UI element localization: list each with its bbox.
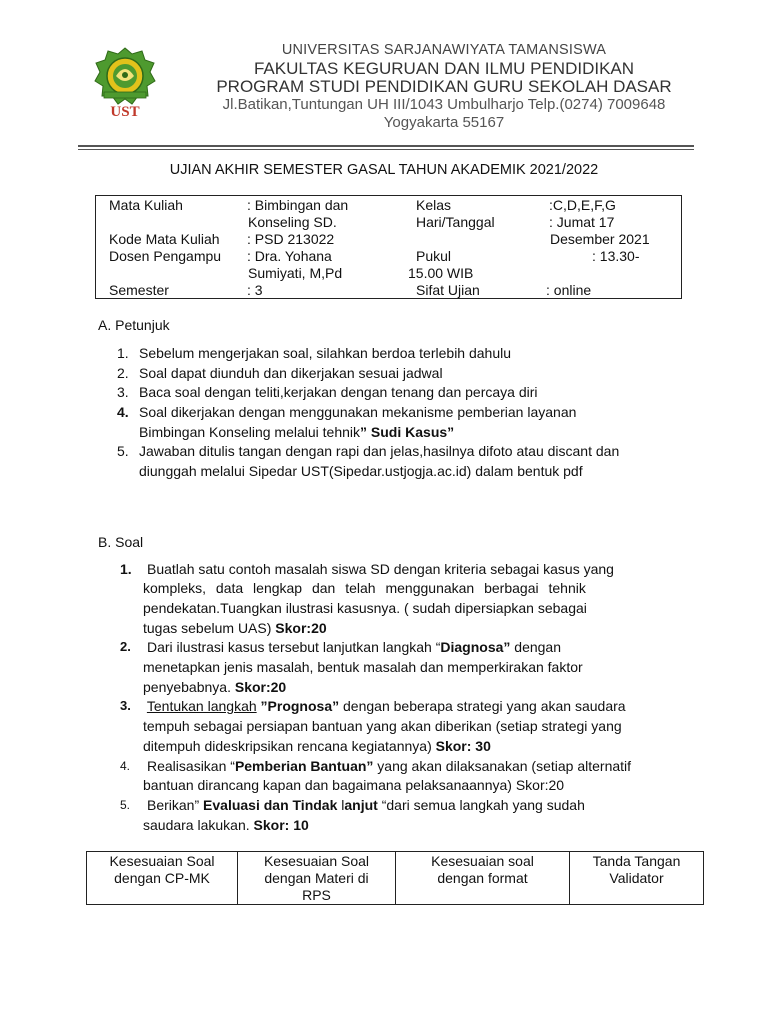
- kelas-value: :C,D,E,F,G: [549, 197, 616, 213]
- header-rule-thick: [78, 145, 694, 147]
- logo-text: UST: [110, 104, 140, 120]
- petunjuk-number: 4.: [117, 404, 129, 420]
- question-line: pendekatan.Tuangkan ilustrasi kasusnya. ( sudah dipersiapkan sebagai: [143, 600, 587, 616]
- pukul-value: : 13.30-: [592, 248, 640, 264]
- soal-heading: B. Soal: [98, 534, 144, 550]
- question-number: 1.: [120, 561, 132, 577]
- question-line: [143, 677, 286, 697]
- petunjuk-item: Jawaban ditulis tangan dengan rapi dan jelas,hasilnya difoto atau discant dan: [139, 443, 620, 459]
- question-text: dengan beberapa strategi yang akan saudara: [339, 698, 626, 714]
- question-text: Realisasikan “: [147, 758, 235, 774]
- kode-label: Kode Mata Kuliah: [109, 231, 220, 247]
- question-underlined: Tentukan langkah: [146, 698, 257, 714]
- city: Yogyakarta 55167: [383, 114, 505, 131]
- program-name: PROGRAM STUDI PENDIDIKAN GURU SEKOLAH DASAR: [216, 77, 672, 96]
- question-emphasis: Evaluasi dan Tindak: [199, 797, 338, 813]
- petunjuk-text: Bimbingan Konseling melalui tehnik: [139, 424, 361, 440]
- question-emphasis: ”Prognosa”: [256, 698, 340, 714]
- hari-value-cont: Desember 2021: [550, 231, 650, 247]
- hari-label: Hari/Tanggal: [416, 214, 495, 230]
- question-text: Dari ilustrasi kasus tersebut lanjutkan langkah “: [147, 639, 441, 655]
- question-text: tugas sebelum UAS): [143, 620, 272, 636]
- petunjuk-number: 5.: [117, 443, 129, 459]
- address: Jl.Batikan,Tuntungan UH III/1043 Umbulharjo Telp.(0274) 7009648: [222, 96, 666, 113]
- question-line: [147, 795, 585, 815]
- petunjuk-number: 3.: [117, 384, 129, 400]
- petunjuk-item-cont: diunggah melalui Sipedar UST(Sipedar.ustjogja.ac.id) dalam bentuk pdf: [139, 463, 583, 479]
- header-rule-thin: [78, 149, 694, 150]
- petunjuk-heading: A. Petunjuk: [98, 317, 170, 333]
- question-number: 2.: [120, 639, 131, 654]
- mata-kuliah-value-cont: Konseling SD.: [248, 214, 337, 230]
- petunjuk-number: 2.: [117, 365, 129, 381]
- mata-kuliah-value: : Bimbingan dan: [247, 197, 349, 213]
- question-score: Skor: 10: [253, 817, 309, 833]
- hari-value: : Jumat 17: [549, 214, 615, 230]
- question-text: “dari semua langkah yang sudah: [377, 797, 585, 813]
- semester-label: Semester: [109, 282, 169, 298]
- petunjuk-item: Soal dikerjakan dengan menggunakan mekanisme pemberian layanan: [139, 404, 577, 420]
- dosen-label: Dosen Pengampu: [109, 248, 222, 264]
- sifat-value: : online: [546, 282, 592, 298]
- question-line: [147, 756, 631, 776]
- question-number: 5.: [120, 798, 131, 812]
- petunjuk-emphasis: ” Sudi Kasus”: [360, 424, 455, 440]
- question-line: [143, 618, 327, 638]
- semester-value: : 3: [247, 282, 263, 298]
- dosen-value-cont: Sumiyati, M,Pd: [248, 265, 343, 281]
- kelas-label: Kelas: [416, 197, 452, 213]
- question-text: ditempuh dideskripsikan rencana kegiatannya): [143, 738, 432, 754]
- dosen-value: : Dra. Yohana: [247, 248, 332, 264]
- mata-kuliah-label: Mata Kuliah: [109, 197, 183, 213]
- petunjuk-number: 1.: [117, 345, 129, 361]
- question-line: [147, 637, 561, 657]
- sifat-label: Sifat Ujian: [416, 282, 480, 298]
- validation-header-rps: Kesesuaian Soal dengan Materi di RPS: [238, 852, 396, 904]
- question-emphasis: Diagnosa”: [440, 639, 511, 655]
- question-score: Skor:20: [234, 679, 287, 695]
- question-score: Skor: 30: [435, 738, 491, 754]
- petunjuk-item: Sebelum mengerjakan soal, silahkan berdoa terlebih dahulu: [139, 345, 512, 361]
- question-number: 3.: [120, 698, 131, 713]
- kode-value: : PSD 213022: [247, 231, 335, 247]
- question-text: saudara lakukan.: [143, 817, 254, 833]
- question-emphasis: anjut: [344, 797, 378, 813]
- validation-header-format: Kesesuaian soal dengan format: [396, 852, 570, 904]
- question-number: 4.: [120, 759, 131, 773]
- petunjuk-item: Soal dapat diunduh dan dikerjakan sesuai jadwal: [139, 365, 443, 381]
- exam-title: UJIAN AKHIR SEMESTER GASAL TAHUN AKADEMIK 2021/2022: [169, 162, 599, 178]
- question-line: menetapkan jenis masalah, bentuk masalah dan memperkirakan faktor: [143, 659, 583, 675]
- question-line: kompleks, data lengkap dan telah menggunakan berbagai tehnik: [143, 580, 586, 596]
- question-text: yang akan dilaksanakan (setiap alternatif: [373, 758, 632, 774]
- faculty-name: FAKULTAS KEGURUAN DAN ILMU PENDIDIKAN: [253, 59, 635, 78]
- question-text: dengan: [510, 639, 561, 655]
- question-line: [143, 815, 309, 835]
- validation-table: [86, 851, 704, 905]
- question-text: Berikan”: [147, 797, 200, 813]
- petunjuk-item-cont: [139, 422, 454, 442]
- petunjuk-item: Baca soal dengan teliti,kerjakan dengan tenang dan percaya diri: [139, 384, 538, 400]
- question-score: Skor:20: [275, 620, 327, 636]
- university-name: UNIVERSITAS SARJANAWIYATA TAMANSISWA: [281, 42, 607, 58]
- question-line: tempuh sebagai persiapan bantuan yang akan diberikan (setiap strategi yang: [143, 718, 622, 734]
- pukul-value-cont: 15.00 WIB: [408, 265, 474, 281]
- validation-header-signature: Tanda Tangan Validator: [592, 853, 681, 886]
- question-text: penyebabnya.: [143, 679, 231, 695]
- question-line: Buatlah satu contoh masalah siswa SD dengan kriteria sebagai kasus yang: [147, 561, 614, 577]
- question-emphasis: Pemberian Bantuan”: [234, 758, 374, 774]
- pukul-label: Pukul: [416, 248, 452, 264]
- question-line: bantuan dirancang kapan dan bagaimana pelaksanaannya) Skor:20: [143, 777, 565, 793]
- question-line: [143, 696, 626, 716]
- question-text: l: [337, 797, 345, 813]
- question-line: [143, 736, 491, 756]
- validation-header-cpmk: Kesesuaian Soal dengan CP-MK: [87, 852, 238, 904]
